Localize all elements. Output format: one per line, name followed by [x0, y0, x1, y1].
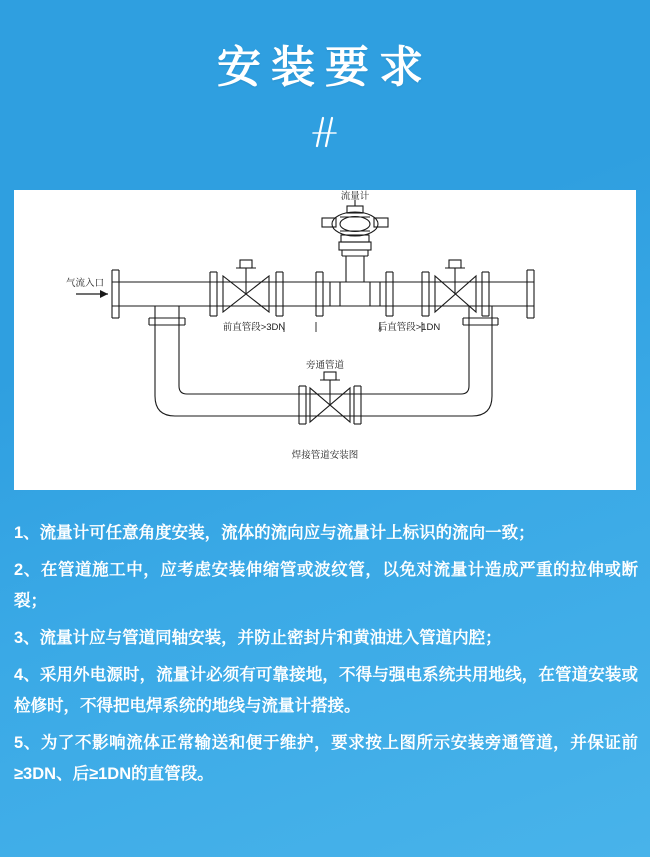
double-slash-divider-icon — [305, 112, 345, 152]
installation-notes — [14, 518, 638, 790]
diagram-panel — [14, 190, 636, 490]
note-item: 1、流量计可任意角度安装，流体的流向应与流量计上标识的流向一致； — [14, 524, 535, 542]
label-flowmeter: 流量计 — [340, 191, 370, 202]
label-gas-inlet: 气流入口 — [66, 278, 105, 289]
note-item: 5、为了不影响流体正常输送和便于维护，要求按上图所示安装旁通管道，并保证前≥3DN、后≥1DN的直管段。 — [14, 734, 638, 783]
label-rear-straight-run: 后直管段>1DN — [377, 322, 441, 333]
divider — [0, 109, 650, 155]
label-front-straight-run: 前直管段>3DN — [222, 322, 286, 333]
label-bypass-pipe: 旁通管道 — [305, 360, 345, 371]
note-item: 4、采用外电源时，流量计必须有可靠接地，不得与强电系统共用地线，在管道安装或检修时，不得把电焊系统的地线与流量计搭接。 — [14, 666, 638, 715]
note-item: 2、在管道施工中，应考虑安装伸缩管或波纹管，以免对流量计造成严重的拉伸或断裂； — [14, 561, 638, 610]
bypass-pipeline-installation-diagram — [14, 190, 636, 490]
note-item: 3、流量计应与管道同轴安装，并防止密封片和黄油进入管道内腔； — [14, 629, 502, 647]
diagram-caption: 焊接管道安装图 — [291, 450, 359, 461]
page-title: 安装要求 — [217, 43, 433, 92]
